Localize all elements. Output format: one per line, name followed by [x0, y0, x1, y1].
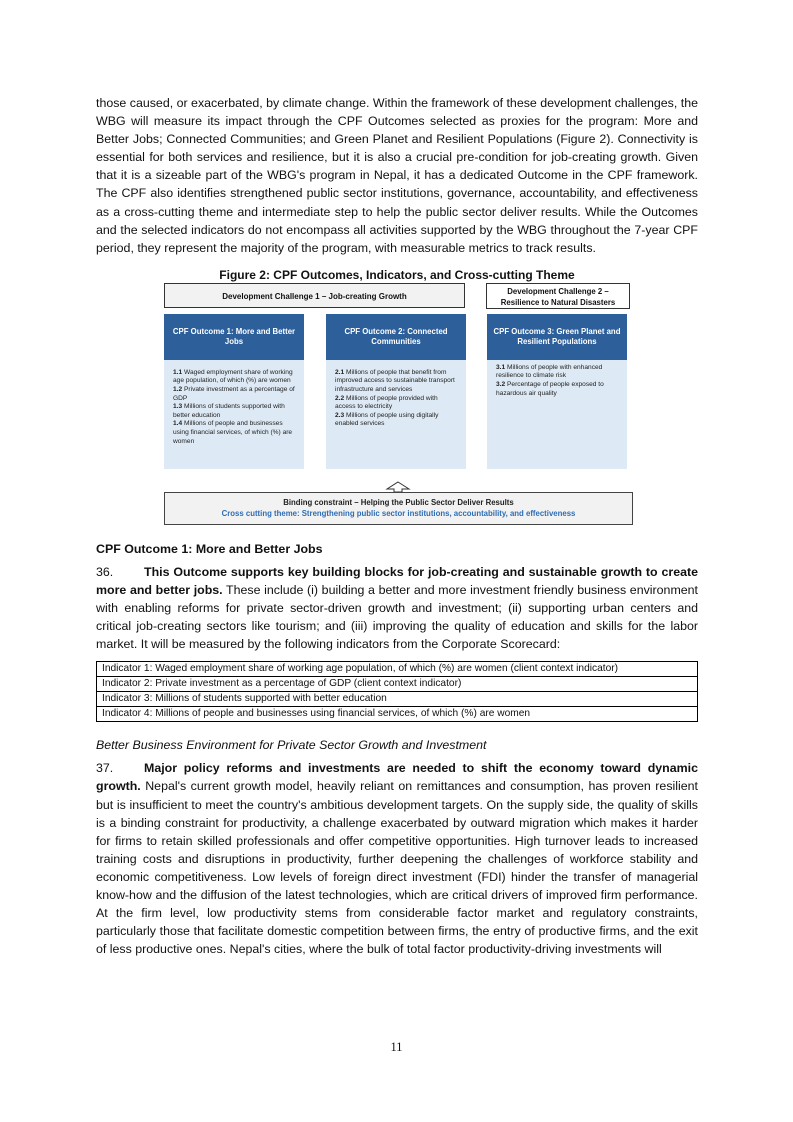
- indicator-item: 3.2 Percentage of people exposed to hazardous air quality: [496, 381, 604, 397]
- indicator-table: [96, 661, 698, 722]
- paragraph-number: 36.: [96, 564, 114, 579]
- dev-challenge-2-box: [486, 283, 630, 309]
- paragraph-36: [96, 563, 698, 653]
- indicator-item: 2.1 Millions of people that benefit from improved access to sustainable transport infrastructure and services: [335, 368, 455, 394]
- table-row: [97, 707, 698, 722]
- table-row: [97, 692, 698, 707]
- indicator-item: 1.4 Millions of people and businesses using financial services, of which (%) are women: [173, 420, 293, 445]
- dev-challenge-2-line2: Resilience to Natural Disasters: [500, 297, 616, 307]
- table-cell: Indicator 2: Private investment as a percentage of GDP (client context indicator): [97, 677, 698, 692]
- indicator-item: 3.1 Millions of people with enhanced resilience to climate risk: [496, 363, 603, 380]
- outcome-2-title: CPF Outcome 2: Connected Communities: [326, 314, 466, 360]
- indicator-item: 1.1 Waged employment share of working age population, of which (%) are women: [173, 368, 293, 385]
- intro-paragraph: those caused, or exacerbated, by climate change. Within the framework of these development challenges, the WBG will measure its impact through the CPF Outcomes selected as proxies for the program: More and Better Jobs; Connected Communities; and Green Planet and Resilient Populations (Figure 2). Connectivity is essential for both services and resilience, but it is also a crucial pre-condition for job-creating growth. Given that it is a sizeable part of the WBG's program in Nepal, it has a dedicated Outcome in the CPF framework. The CPF also identifies strengthened public sector institutions, governance, accountability, and effectiveness as a cross-cutting theme and intermediate step to help the public sector deliver results. While the Outcomes and the selected indicators do not encompass all activities supported by the WBG throughout the 7-year CPF period, they represent the majority of the program, with measurable metrics to track results.: [96, 96, 698, 255]
- outcome-3-title: CPF Outcome 3: Green Planet and Resilient Populations: [487, 314, 627, 360]
- dev-challenge-1-box: Development Challenge 1 – Job-creating Growth: [164, 283, 465, 308]
- figure-title: Figure 2: CPF Outcomes, Indicators, and Cross-cutting Theme: [219, 267, 575, 282]
- outcome-2-indicators: [326, 360, 466, 469]
- paragraph-text: These include (i) building a better and more investment friendly business environment with enabling reforms for private sector-driven growth and investment; (ii) supporting urban centers and critical job-creating sectors like tourism; and (iii) improving the quality of education and skills for the labor market. It will be measured by the following indicators from the Corporate Scorecard:: [96, 582, 698, 652]
- figure-diagram: [96, 283, 698, 525]
- indicator-item: 1.2 Private investment as a percentage of GDP: [173, 386, 295, 402]
- paragraph-number: 37.: [96, 761, 114, 776]
- binding-constraint-box: [164, 492, 633, 525]
- outcome-2-column: [326, 314, 466, 469]
- paragraph-lead: Major policy reforms and investments are needed to shift the economy toward dynamic growth.: [96, 761, 698, 794]
- table-cell: Indicator 1: Waged employment share of working age population, of which (%) are women (client context indicator): [97, 662, 698, 677]
- table-cell: Indicator 3: Millions of students supported with better education: [97, 692, 698, 707]
- paragraph-text: Nepal's current growth model, heavily reliant on remittances and consumption, has proven resilient but is insufficient to meet the country's ambitious development targets. On the supply side, the quality of skills is a binding constraint for productivity, a challenge exacerbated by outward migration which makes it harder for firms to retain skilled professionals and offer competitive opportunities. High turnover leads to increased training costs and disruptions in productivity, further deepening the challenges of workforce stability and economic competitiveness. Low levels of foreign direct investment (FDI) hinder the transfer of managerial know-how and the diffusion of the latest technologies, which are critical drivers of improved firm performance. At the firm level, low productivity stems from considerable factor market and regulatory constraints, particularly those that facilitate domestic competition between firms, the entry of productive firms, and the exit of less productive ones. Nepal's cities, where the bulk of total factor productivity-driving investments will: [96, 779, 698, 957]
- outcome-1-indicators: [164, 360, 304, 469]
- outcome-3-indicators: [487, 360, 627, 469]
- page-number: 11: [390, 1040, 403, 1054]
- indicator-item: 1.3 Millions of students supported with better education: [173, 403, 285, 419]
- paragraph-lead: This Outcome supports key building blocks for job-creating and sustainable growth to create more and better jobs.: [96, 564, 698, 597]
- binding-constraint-label: Binding constraint – Helping the Public Sector Deliver Results: [283, 497, 514, 507]
- table-cell: Indicator 4: Millions of people and businesses using financial services, of which (%) are women: [97, 707, 698, 722]
- cross-cutting-theme-label: Cross cutting theme: Strengthening public sector institutions, accountability, and effectiveness: [221, 508, 576, 518]
- page-content: [96, 94, 698, 958]
- table-row: [97, 662, 698, 677]
- section-heading: CPF Outcome 1: More and Better Jobs: [96, 541, 323, 556]
- indicator-item: 2.3 Millions of people using digitally enabled services: [335, 411, 439, 428]
- indicator-item: 2.2 Millions of people provided with access to electricity: [335, 394, 438, 411]
- outcome-3-column: [487, 314, 627, 469]
- dev-challenge-2-line1: Development Challenge 2 –: [507, 286, 609, 296]
- paragraph-37: [96, 759, 698, 958]
- outcome-1-title: CPF Outcome 1: More and Better Jobs: [164, 314, 304, 360]
- outcome-1-column: [164, 314, 304, 469]
- subheading: Better Business Environment for Private Sector Growth and Investment: [96, 738, 487, 753]
- table-row: [97, 677, 698, 692]
